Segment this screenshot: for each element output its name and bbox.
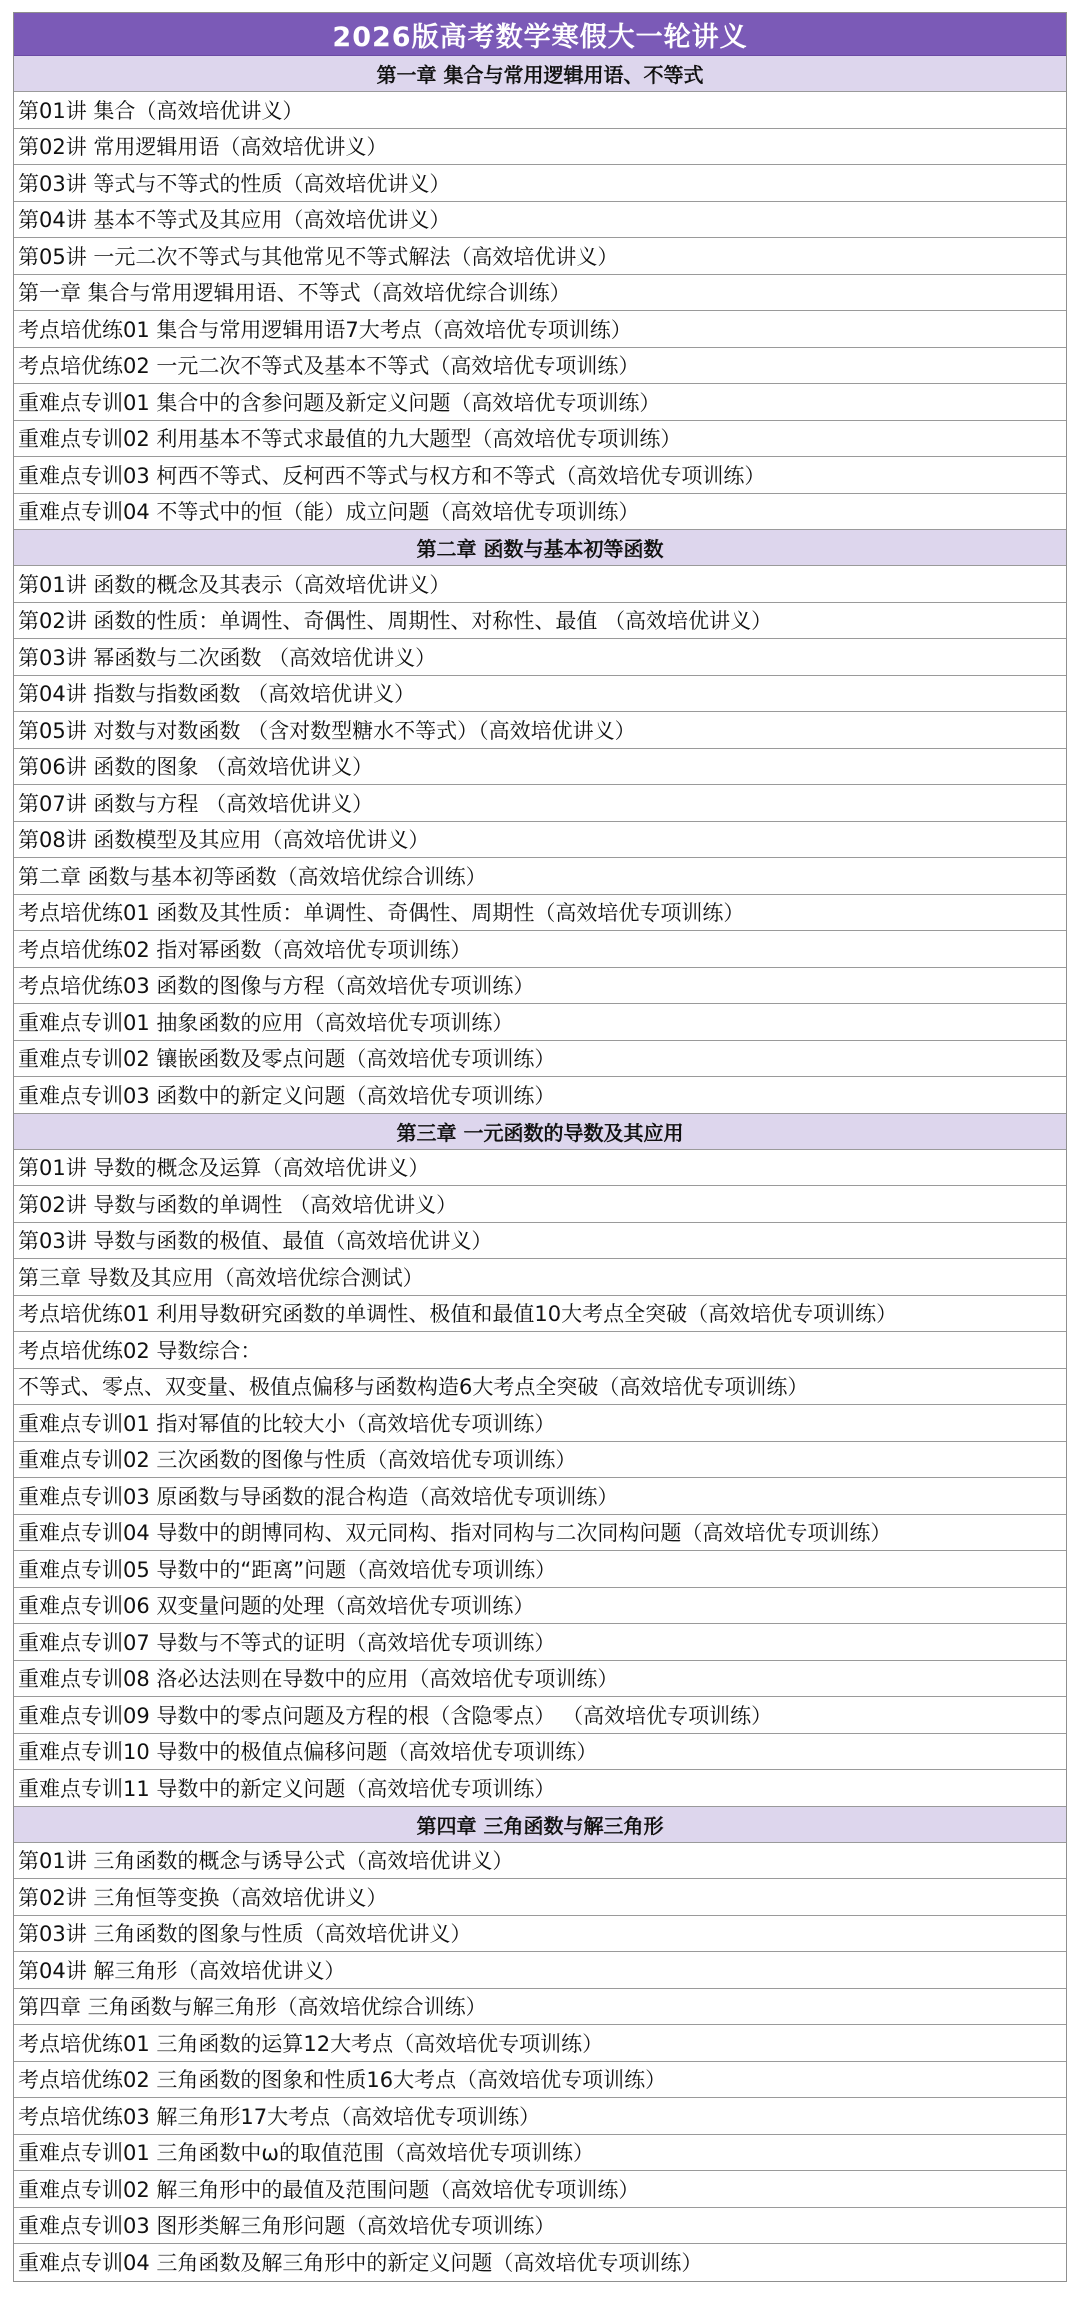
lecture-item: 第03讲 导数与函数的极值、最值（高效培优讲义） [14,1223,1066,1260]
lecture-item: 重难点专训03 原函数与导函数的混合构造（高效培优专项训练） [14,1478,1066,1515]
lecture-item: 重难点专训06 双变量问题的处理（高效培优专项训练） [14,1588,1066,1625]
chapter-heading: 第一章 集合与常用逻辑用语、不等式 [14,56,1066,92]
lecture-item: 重难点专训02 解三角形中的最值及范围问题（高效培优专项训练） [14,2171,1066,2208]
lecture-item: 第06讲 函数的图象 （高效培优讲义） [14,749,1066,786]
lecture-item: 第04讲 指数与指数函数 （高效培优讲义） [14,676,1066,713]
lecture-item: 重难点专训01 指对幂值的比较大小（高效培优专项训练） [14,1405,1066,1442]
lecture-item: 第01讲 集合（高效培优讲义） [14,92,1066,129]
lecture-item: 第02讲 导数与函数的单调性 （高效培优讲义） [14,1186,1066,1223]
lecture-item: 第02讲 函数的性质：单调性、奇偶性、周期性、对称性、最值 （高效培优讲义） [14,603,1066,640]
lecture-item: 重难点专训02 三次函数的图像与性质（高效培优专项训练） [14,1442,1066,1479]
lecture-item: 重难点专训05 导数中的“距离”问题（高效培优专项训练） [14,1551,1066,1588]
lecture-item: 考点培优练02 三角函数的图象和性质16大考点（高效培优专项训练） [14,2062,1066,2099]
lecture-item: 第03讲 等式与不等式的性质（高效培优讲义） [14,165,1066,202]
lecture-item: 重难点专训09 导数中的零点问题及方程的根（含隐零点） （高效培优专项训练） [14,1697,1066,1734]
chapter-heading: 第二章 函数与基本初等函数 [14,530,1066,566]
lecture-item: 第04讲 基本不等式及其应用（高效培优讲义） [14,202,1066,239]
lecture-item: 第03讲 三角函数的图象与性质（高效培优讲义） [14,1916,1066,1953]
lecture-item: 重难点专训01 三角函数中ω的取值范围（高效培优专项训练） [14,2135,1066,2172]
lecture-item: 第07讲 函数与方程 （高效培优讲义） [14,785,1066,822]
outline-table [13,12,1067,2282]
lecture-item: 第05讲 对数与对数函数 （含对数型糖水不等式）（高效培优讲义） [14,712,1066,749]
lecture-item: 不等式、零点、双变量、极值点偏移与函数构造6大考点全突破（高效培优专项训练） [14,1369,1066,1406]
lecture-item: 第01讲 函数的概念及其表示（高效培优讲义） [14,566,1066,603]
lecture-item: 重难点专训02 利用基本不等式求最值的九大题型（高效培优专项训练） [14,421,1066,458]
lecture-item: 重难点专训10 导数中的极值点偏移问题（高效培优专项训练） [14,1734,1066,1771]
lecture-item: 重难点专训04 三角函数及解三角形中的新定义问题（高效培优专项训练） [18,2251,703,2276]
lecture-item: 考点培优练02 指对幂函数（高效培优专项训练） [14,931,1066,968]
lecture-item: 第04讲 解三角形（高效培优讲义） [14,1952,1066,1989]
outline-rows [14,56,1066,2281]
lecture-item: 第四章 三角函数与解三角形（高效培优综合训练） [14,1989,1066,2026]
lecture-item: 重难点专训03 图形类解三角形问题（高效培优专项训练） [14,2208,1066,2245]
lecture-item: 第03讲 幂函数与二次函数 （高效培优讲义） [14,639,1066,676]
lecture-item: 第01讲 导数的概念及运算（高效培优讲义） [14,1150,1066,1187]
lecture-item: 重难点专训04 不等式中的恒（能）成立问题（高效培优专项训练） [14,494,1066,531]
lecture-item: 第05讲 一元二次不等式与其他常见不等式解法（高效培优讲义） [14,238,1066,275]
lecture-item: 第三章 导数及其应用（高效培优综合测试） [14,1259,1066,1296]
lecture-item: 重难点专训03 函数中的新定义问题（高效培优专项训练） [14,1077,1066,1114]
lecture-item: 重难点专训04 导数中的朗博同构、双元同构、指对同构与二次同构问题（高效培优专项训练） [14,1515,1066,1552]
lecture-item: 第二章 函数与基本初等函数（高效培优综合训练） [14,858,1066,895]
lecture-item: 考点培优练01 集合与常用逻辑用语7大考点（高效培优专项训练） [14,311,1066,348]
chapter-heading: 第三章 一元函数的导数及其应用 [14,1114,1066,1150]
lecture-item: 重难点专训11 导数中的新定义问题（高效培优专项训练） [14,1770,1066,1807]
lecture-item: 重难点专训03 柯西不等式、反柯西不等式与权方和不等式（高效培优专项训练） [14,457,1066,494]
lecture-item: 第02讲 三角恒等变换（高效培优讲义） [14,1879,1066,1916]
lecture-item: 重难点专训08 洛必达法则在导数中的应用（高效培优专项训练） [14,1661,1066,1698]
lecture-item: 考点培优练03 解三角形17大考点（高效培优专项训练） [14,2098,1066,2135]
lecture-item: 考点培优练01 三角函数的运算12大考点（高效培优专项训练） [14,2025,1066,2062]
lecture-item: 重难点专训02 镶嵌函数及零点问题（高效培优专项训练） [14,1041,1066,1078]
lecture-item: 重难点专训01 抽象函数的应用（高效培优专项训练） [14,1004,1066,1041]
lecture-item: 考点培优练01 利用导数研究函数的单调性、极值和最值10大考点全突破（高效培优专项训练） [14,1296,1066,1333]
lecture-item: 第02讲 常用逻辑用语（高效培优讲义） [14,129,1066,166]
lecture-item: 考点培优练01 函数及其性质：单调性、奇偶性、周期性（高效培优专项训练） [14,895,1066,932]
page-title: 2026版高考数学寒假大一轮讲义 [14,13,1066,56]
lecture-item: 重难点专训01 集合中的含参问题及新定义问题（高效培优专项训练） [14,384,1066,421]
lecture-item: 考点培优练02 导数综合： [14,1332,1066,1369]
lecture-item: 考点培优练03 函数的图像与方程（高效培优专项训练） [14,968,1066,1005]
lecture-item: 考点培优练02 一元二次不等式及基本不等式（高效培优专项训练） [14,348,1066,385]
lecture-item: 第一章 集合与常用逻辑用语、不等式（高效培优综合训练） [14,275,1066,312]
lecture-item: 重难点专训07 导数与不等式的证明（高效培优专项训练） [14,1624,1066,1661]
lecture-item: 第08讲 函数模型及其应用（高效培优讲义） [14,822,1066,859]
lecture-item: 第01讲 三角函数的概念与诱导公式（高效培优讲义） [14,1843,1066,1880]
chapter-heading: 第四章 三角函数与解三角形 [14,1807,1066,1843]
